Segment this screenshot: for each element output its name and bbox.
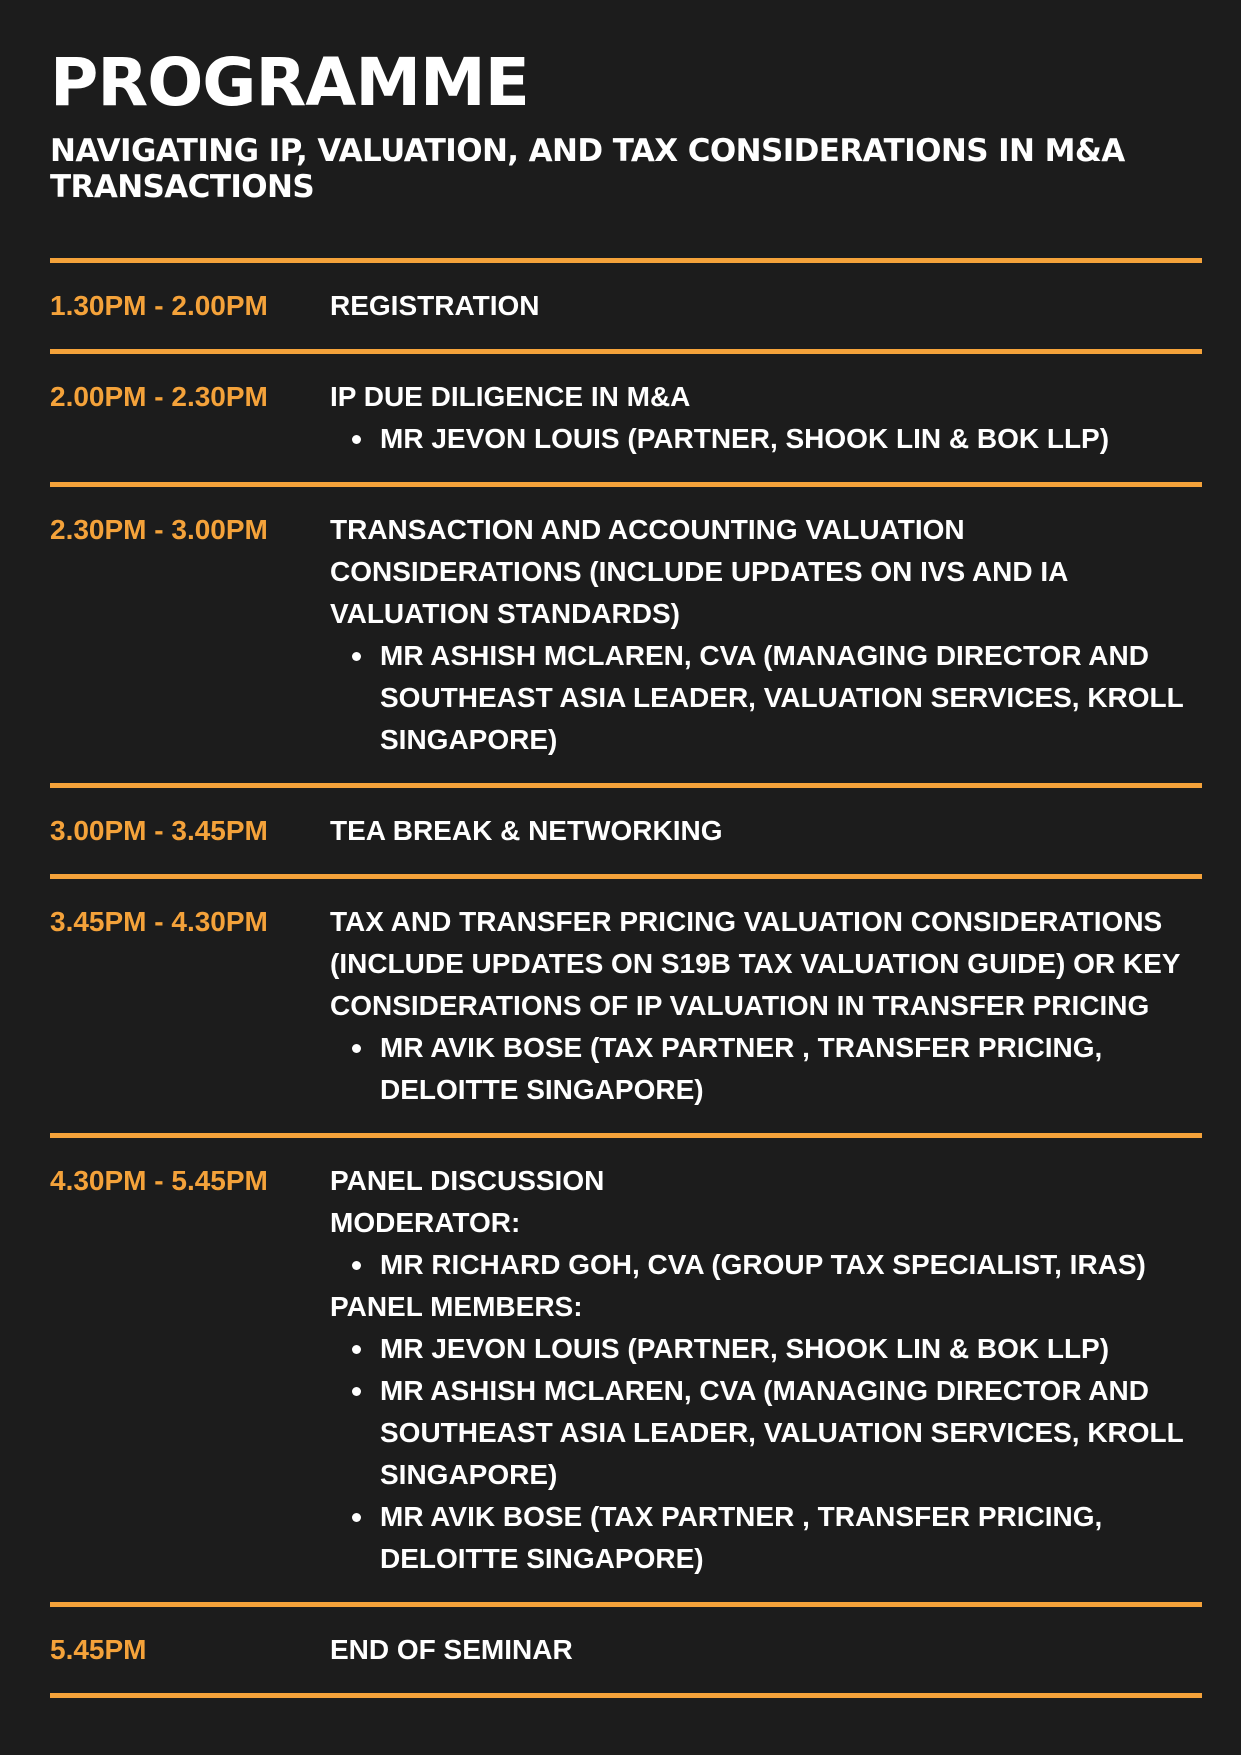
session-content bbox=[330, 376, 1202, 460]
session-title: TRANSACTION AND ACCOUNTING VALUATION CONSIDERATIONS (INCLUDE UPDATES ON IVS AND IA VALUATION STANDARDS) bbox=[330, 514, 1068, 629]
schedule-table bbox=[50, 258, 1202, 1698]
session-time: 2.00PM - 2.30PM bbox=[50, 381, 268, 412]
session-time: 1.30PM - 2.00PM bbox=[50, 290, 268, 321]
session-title: TAX AND TRANSFER PRICING VALUATION CONSIDERATIONS (INCLUDE UPDATES ON S19B TAX VALUATION GUIDE) OR KEY CONSIDERATIONS OF IP VALUATION IN TRANSFER PRICING bbox=[330, 906, 1180, 1021]
page-subtitle: NAVIGATING IP, VALUATION, AND TAX CONSIDERATIONS IN M&A TRANSACTIONS bbox=[50, 133, 1125, 205]
schedule-row-end-of-seminar bbox=[50, 1607, 1202, 1693]
session-time: 2.30PM - 3.00PM bbox=[50, 514, 268, 545]
moderator-list bbox=[330, 1244, 1202, 1286]
session-title: IP DUE DILIGENCE IN M&A bbox=[330, 381, 691, 412]
schedule-row-tea-break bbox=[50, 788, 1202, 874]
session-content bbox=[330, 810, 1202, 852]
speaker-item: MR ASHISH MCLAREN, CVA (MANAGING DIRECTOR AND SOUTHEAST ASIA LEADER, VALUATION SERVICES, KROLL SINGAPORE) bbox=[380, 1370, 1202, 1496]
session-time: 5.45PM bbox=[50, 1634, 147, 1665]
session-title: PANEL DISCUSSION bbox=[330, 1165, 605, 1196]
page-title: PROGRAMME bbox=[50, 44, 529, 121]
session-content bbox=[330, 1160, 1202, 1580]
divider bbox=[50, 1693, 1202, 1698]
schedule-row-ip-due-diligence bbox=[50, 354, 1202, 482]
session-title: REGISTRATION bbox=[330, 290, 540, 321]
panel-members-label: PANEL MEMBERS: bbox=[330, 1291, 583, 1322]
session-time: 3.45PM - 4.30PM bbox=[50, 906, 268, 937]
speaker-list bbox=[330, 418, 1202, 460]
schedule-row-accounting-valuation bbox=[50, 487, 1202, 783]
session-content bbox=[330, 285, 1202, 327]
session-content bbox=[330, 1629, 1202, 1671]
session-time: 4.30PM - 5.45PM bbox=[50, 1165, 268, 1196]
speaker-item: MR ASHISH MCLAREN, CVA (MANAGING DIRECTOR AND SOUTHEAST ASIA LEADER, VALUATION SERVICES, KROLL SINGAPORE) bbox=[380, 635, 1202, 761]
speaker-item: MR AVIK BOSE (TAX PARTNER , TRANSFER PRICING, DELOITTE SINGAPORE) bbox=[380, 1496, 1202, 1580]
schedule-row-tax-transfer-pricing bbox=[50, 879, 1202, 1133]
speaker-item: MR JEVON LOUIS (PARTNER, SHOOK LIN & BOK LLP) bbox=[380, 1328, 1202, 1370]
panel-member-list bbox=[330, 1328, 1202, 1580]
moderator-label: MODERATOR: bbox=[330, 1207, 521, 1238]
session-content bbox=[330, 901, 1202, 1111]
speaker-item: MR JEVON LOUIS (PARTNER, SHOOK LIN & BOK LLP) bbox=[380, 418, 1202, 460]
speaker-list bbox=[330, 1027, 1202, 1111]
session-title: TEA BREAK & NETWORKING bbox=[330, 815, 723, 846]
speaker-item: MR AVIK BOSE (TAX PARTNER , TRANSFER PRICING, DELOITTE SINGAPORE) bbox=[380, 1027, 1202, 1111]
schedule-row-registration bbox=[50, 263, 1202, 349]
session-time: 3.00PM - 3.45PM bbox=[50, 815, 268, 846]
session-content bbox=[330, 509, 1202, 761]
speaker-item: MR RICHARD GOH, CVA (GROUP TAX SPECIALIST, IRAS) bbox=[380, 1244, 1202, 1286]
schedule-row-panel-discussion bbox=[50, 1138, 1202, 1602]
speaker-list bbox=[330, 635, 1202, 761]
session-title: END OF SEMINAR bbox=[330, 1634, 573, 1665]
